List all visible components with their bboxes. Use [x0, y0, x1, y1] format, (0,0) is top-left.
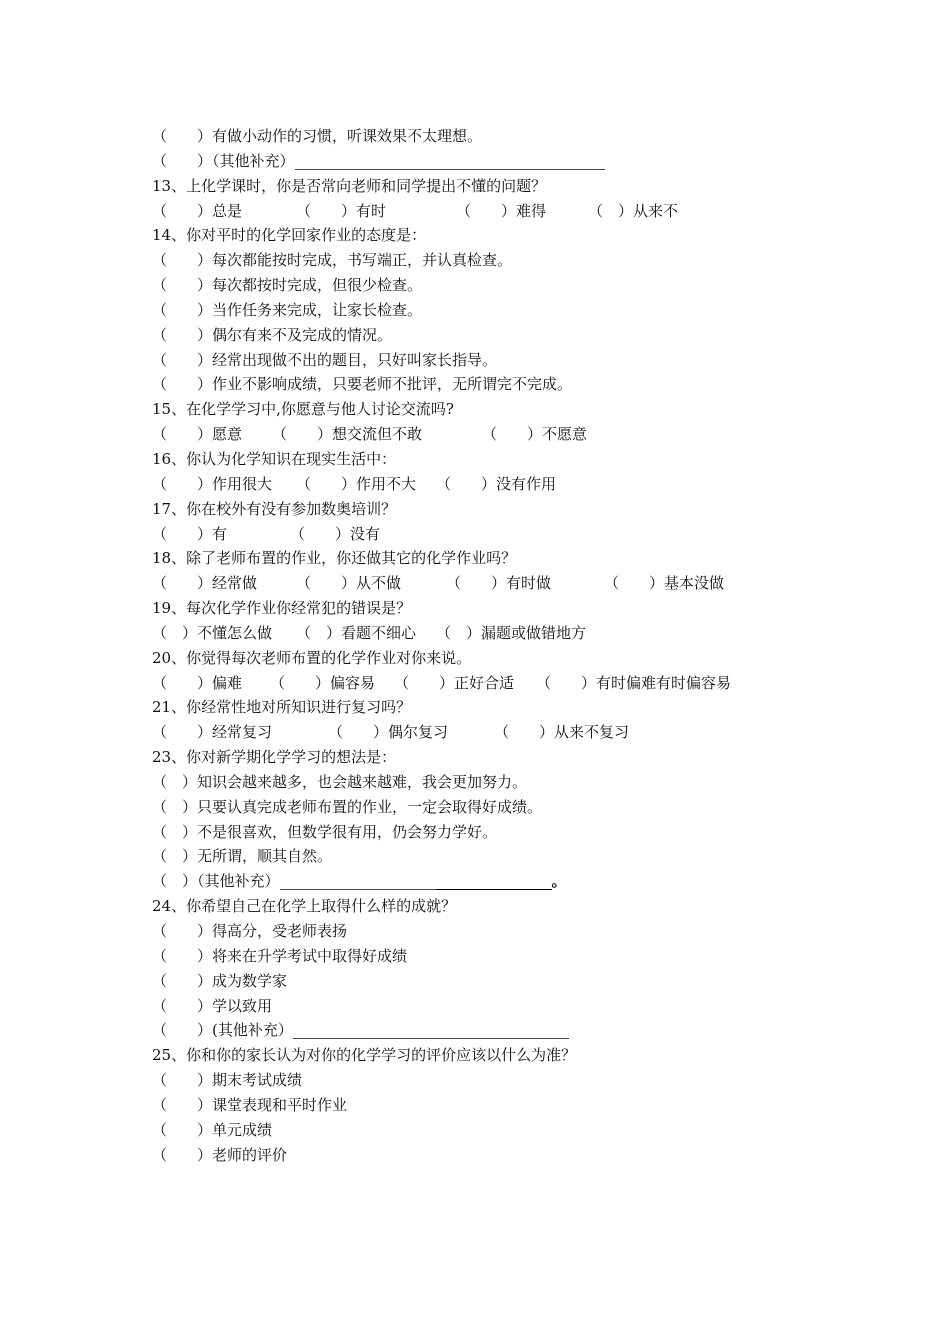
question-text: 19、每次化学作业你经常犯的错误是？: [152, 599, 412, 618]
question-line: [152, 397, 872, 422]
question-text: 21、你经常性地对所知识进行复习吗？: [152, 698, 412, 717]
option-line: [152, 248, 872, 273]
option-line: [152, 522, 872, 547]
question-text: 18、除了老师布置的作业，你还做其它的化学作业吗？: [152, 549, 517, 568]
question-text: 16、你认为化学知识在现实生活中：: [152, 449, 397, 468]
option-text: （ ）从来不复习: [494, 723, 630, 742]
option-text: （ ）经常复习: [152, 723, 273, 742]
option-text: （ ）总是: [152, 201, 243, 220]
question-text: 20、你觉得每次老师布置的化学作业对你来说。: [152, 648, 472, 667]
option-text: （ ）不愿意: [482, 425, 588, 444]
option-line: [152, 1143, 872, 1168]
question-line: [152, 497, 872, 522]
option-line: [152, 994, 872, 1019]
option-text: （ ）成为数学家: [152, 971, 288, 990]
question-text: 13、上化学课时，你是否常向老师和同学提出不懂的问题？: [152, 176, 547, 195]
end-punctuation: 。: [551, 872, 567, 891]
option-text: （ ）想交流但不敢: [272, 425, 423, 444]
question-text: 17、你在校外有没有参加数奥培训？: [152, 499, 397, 518]
question-line: [152, 596, 872, 621]
option-text: （ ）偶尔有来不及完成的情况。: [152, 325, 393, 344]
answer-blank[interactable]: [295, 153, 605, 170]
option-text: （ ）不是很喜欢，但数学很有用，仍会努力学好。: [152, 822, 498, 841]
option-line: [152, 472, 872, 497]
option-line: [152, 323, 872, 348]
option-text: （ ）作业不影响成绩，只要老师不批评，无所谓完不完成。: [152, 375, 573, 394]
option-line: [152, 795, 872, 820]
option-text: （ ）有时: [296, 201, 387, 220]
option-text: （ ）偏难: [152, 673, 243, 692]
option-line: [152, 422, 872, 447]
option-text: （ ）从不做: [296, 574, 402, 593]
option-text: （ ）得高分，受老师表扬: [152, 922, 348, 940]
option-line: [152, 919, 872, 944]
option-text: （ ）作用不大: [296, 474, 417, 493]
option-text: （ ）期末考试成绩: [152, 1071, 303, 1090]
option-line: [152, 124, 872, 149]
option-text: （ ）每次都按时完成，但很少检查。: [152, 276, 423, 295]
option-text: （ ）有时做: [446, 574, 552, 593]
option-text: （ ）偶尔复习: [328, 723, 449, 742]
question-line: [152, 546, 872, 571]
option-line: [152, 273, 872, 298]
answer-blank[interactable]: [293, 1022, 569, 1039]
option-text: （ ）单元成绩: [152, 1120, 273, 1139]
option-text: （ ）愿意: [152, 425, 243, 444]
option-text: （ ）有: [152, 524, 228, 543]
option-line: [152, 372, 872, 397]
option-line: [152, 720, 872, 745]
option-text: （ ）不懂怎么做: [152, 623, 273, 642]
option-line: [152, 298, 872, 323]
option-text: （ ）(其他补充）: [152, 1021, 293, 1040]
option-line: [152, 571, 872, 596]
option-line: [152, 869, 872, 894]
option-line: [152, 1093, 872, 1118]
option-text: （ ）知识会越来越多，也会越来越难，我会更加努力。: [152, 772, 528, 791]
option-text: （ ）每次都能按时完成，书写端正，并认真检查。: [152, 251, 513, 270]
option-text: （ ）偏容易: [270, 673, 376, 692]
question-line: [152, 447, 872, 472]
option-text: （ ）基本没做: [604, 574, 725, 593]
option-text: （ ）经常做: [152, 574, 258, 593]
question-text: 15、在化学学习中,你愿意与他人讨论交流吗?: [152, 400, 454, 419]
option-line: [152, 820, 872, 845]
option-line: [152, 1018, 872, 1043]
option-line: [152, 1068, 872, 1093]
option-text: （ ）正好合适: [394, 673, 515, 692]
option-text: （ ）经常出现做不出的题目，只好叫家长指导。: [152, 350, 498, 369]
option-text: （ ）漏题或做错地方: [436, 623, 587, 642]
question-line: [152, 695, 872, 720]
option-line: [152, 770, 872, 795]
option-text: （ ）看题不细心: [296, 623, 417, 642]
option-text: （ ）（其他补充）: [152, 151, 295, 170]
option-line: [152, 348, 872, 373]
option-text: （ ）有时偏难有时偏容易: [536, 673, 732, 692]
answer-blank[interactable]: [436, 873, 552, 890]
option-line: [152, 199, 872, 224]
question-line: [152, 646, 872, 671]
question-text: 24、你希望自己在化学上取得什么样的成就？: [152, 897, 457, 916]
question-line: [152, 223, 872, 248]
option-line: [152, 621, 872, 646]
question-line: [152, 745, 872, 770]
option-text: （ ）从来不: [588, 201, 679, 220]
option-text: （ ）没有: [290, 524, 381, 543]
question-text: 14、你对平时的化学回家作业的态度是：: [152, 226, 427, 245]
question-line: [152, 894, 872, 919]
option-line: [152, 969, 872, 994]
option-text: （ ）将来在升学考试中取得好成绩: [152, 946, 408, 965]
option-text: （ ）只要认真完成老师布置的作业，一定会取得好成绩。: [152, 797, 543, 816]
question-text: 25、你和你的家长认为对你的化学学习的评价应该以什么为准？: [152, 1046, 577, 1065]
option-text: （ ）作用很大: [152, 474, 273, 493]
answer-blank[interactable]: [280, 873, 436, 890]
questionnaire-page: [152, 124, 872, 1167]
option-text: （ ）难得: [456, 201, 547, 220]
option-text: （ ）没有作用: [436, 474, 557, 493]
question-line: [152, 174, 872, 199]
option-text: （ ）老师的评价: [152, 1145, 288, 1164]
option-text: （ ）当作任务来完成，让家长检查。: [152, 300, 423, 319]
option-text: （ ）有做小动作的习惯，听课效果不太理想。: [152, 127, 483, 145]
option-line: [152, 1118, 872, 1143]
option-text: （ ）学以致用: [152, 996, 273, 1015]
option-line: [152, 944, 872, 969]
option-line: [152, 844, 872, 869]
question-line: [152, 1043, 872, 1068]
option-text: （ ）无所谓，顺其自然。: [152, 847, 333, 866]
option-text: （ ）课堂表现和平时作业: [152, 1095, 348, 1114]
option-line: [152, 149, 872, 174]
option-text: （ ）（其他补充）: [152, 872, 280, 891]
question-text: 23、你对新学期化学学习的想法是：: [152, 748, 397, 767]
option-line: [152, 671, 872, 696]
